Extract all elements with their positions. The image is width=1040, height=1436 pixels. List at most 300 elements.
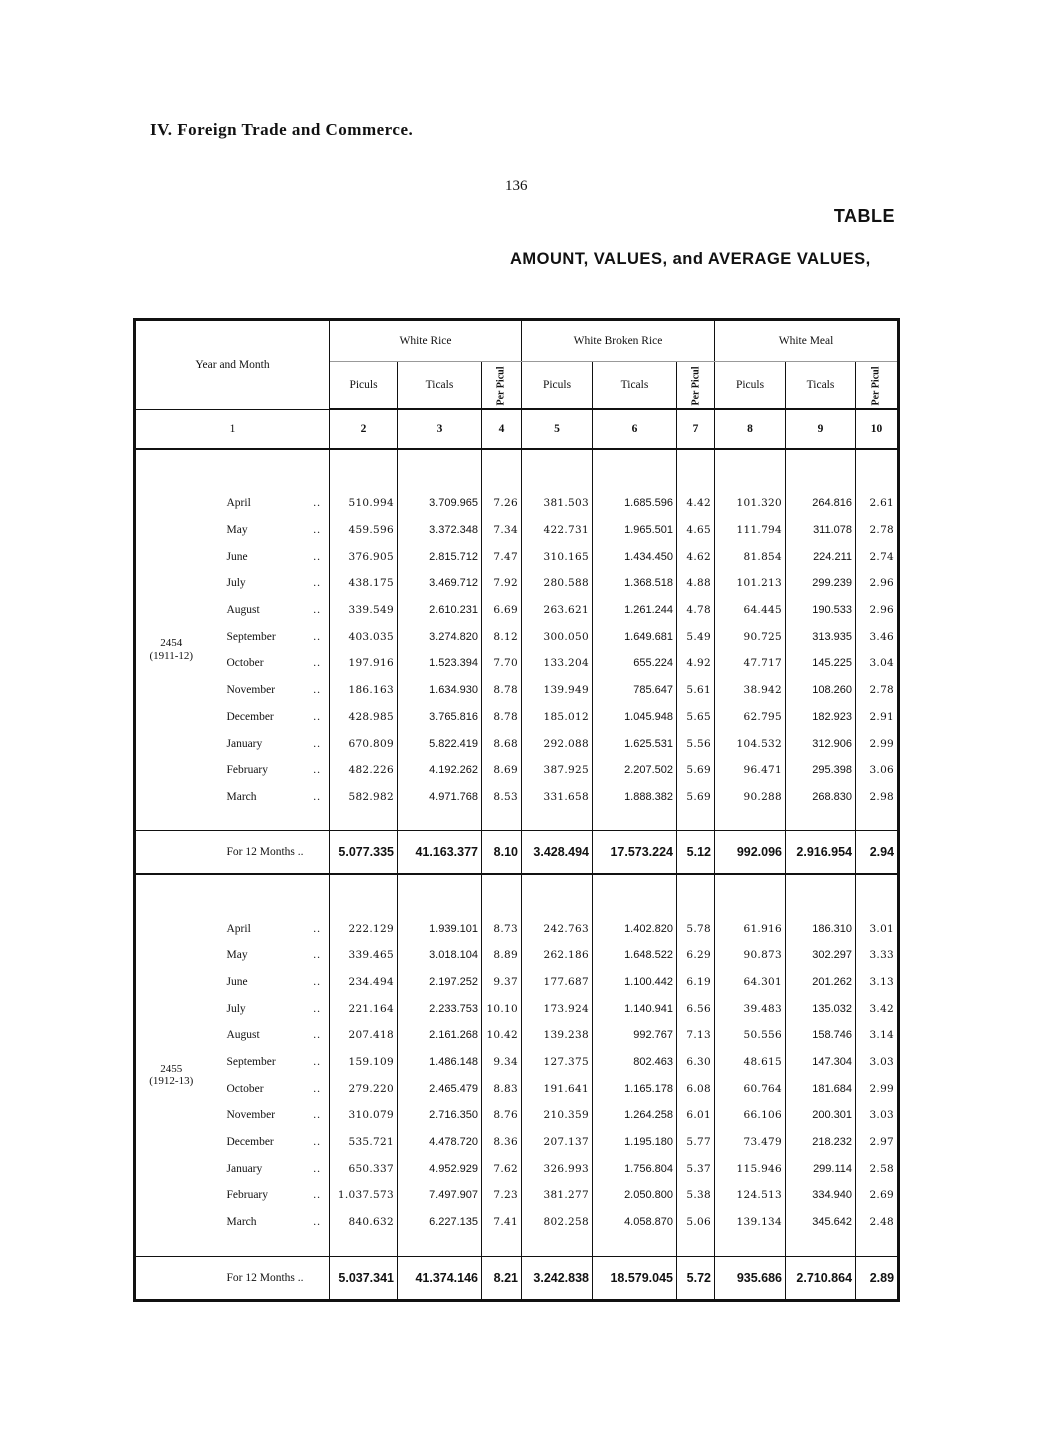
total-row bbox=[135, 831, 899, 875]
value-cell: 438.175 bbox=[330, 570, 398, 597]
value-cell: 326.993 bbox=[522, 1155, 593, 1182]
total-value-cell: 2.710.864 bbox=[786, 1256, 856, 1300]
value-cell: 582.982 bbox=[330, 784, 398, 811]
value-cell: 6.56 bbox=[677, 995, 715, 1022]
leader-dots: .. bbox=[313, 710, 321, 723]
value-cell: 182.923 bbox=[786, 704, 856, 731]
month-cell bbox=[207, 1049, 330, 1076]
month-label: October bbox=[226, 657, 264, 670]
value-cell: 3.42 bbox=[856, 995, 899, 1022]
total-value-cell: 17.573.224 bbox=[593, 831, 677, 875]
value-cell: 2.050.800 bbox=[593, 1182, 677, 1209]
spacer-cell bbox=[856, 449, 899, 490]
spacer-cell bbox=[207, 1236, 330, 1257]
value-cell: 8.89 bbox=[482, 942, 522, 969]
leader-dots: .. bbox=[313, 1109, 321, 1122]
value-cell: 5.77 bbox=[677, 1129, 715, 1156]
month-label: September bbox=[226, 630, 276, 643]
month-cell bbox=[207, 1102, 330, 1129]
month-cell bbox=[207, 490, 330, 517]
value-cell: 300.050 bbox=[522, 623, 593, 650]
value-cell: 2.96 bbox=[856, 597, 899, 624]
year-cell bbox=[135, 490, 207, 810]
month-label: May bbox=[226, 524, 248, 537]
month-cell bbox=[207, 969, 330, 996]
value-cell: 428.985 bbox=[330, 704, 398, 731]
spacer-cell bbox=[677, 449, 715, 490]
table-row bbox=[135, 677, 899, 704]
value-cell: 8.76 bbox=[482, 1102, 522, 1129]
value-cell: 3.04 bbox=[856, 650, 899, 677]
month-cell bbox=[207, 995, 330, 1022]
value-cell: 1.634.930 bbox=[398, 677, 482, 704]
table-row bbox=[135, 757, 899, 784]
value-cell: 1.037.573 bbox=[330, 1182, 398, 1209]
table-row bbox=[135, 1155, 899, 1182]
month-cell bbox=[207, 704, 330, 731]
table-row bbox=[135, 1022, 899, 1049]
spacer-cell bbox=[856, 1236, 899, 1257]
month-label: October bbox=[226, 1082, 264, 1095]
value-cell: 7.34 bbox=[482, 517, 522, 544]
value-cell: 90.873 bbox=[715, 942, 786, 969]
month-label: September bbox=[226, 1056, 276, 1069]
value-cell: 139.238 bbox=[522, 1022, 593, 1049]
value-cell: 299.114 bbox=[786, 1155, 856, 1182]
value-cell: 2.97 bbox=[856, 1129, 899, 1156]
value-cell: 2.48 bbox=[856, 1209, 899, 1236]
leader-dots: .. bbox=[313, 1002, 321, 1015]
leader-dots: .. bbox=[313, 577, 321, 590]
value-cell: 186.163 bbox=[330, 677, 398, 704]
value-cell: 60.764 bbox=[715, 1075, 786, 1102]
spacer-cell bbox=[482, 1236, 522, 1257]
value-cell: 104.532 bbox=[715, 730, 786, 757]
spacer-cell bbox=[135, 874, 207, 915]
value-cell: 4.192.262 bbox=[398, 757, 482, 784]
leader-dots: .. bbox=[313, 524, 321, 537]
spacer-cell bbox=[398, 449, 482, 490]
leader-dots: .. bbox=[313, 1216, 321, 1229]
table-subtitle: AMOUNT, VALUES, and AVERAGE VALUES, bbox=[510, 250, 871, 268]
value-cell: 207.418 bbox=[330, 1022, 398, 1049]
value-cell: 47.717 bbox=[715, 650, 786, 677]
value-cell: 6.08 bbox=[677, 1075, 715, 1102]
spacer-cell bbox=[482, 810, 522, 831]
value-cell: 302.297 bbox=[786, 942, 856, 969]
value-cell: 310.079 bbox=[330, 1102, 398, 1129]
spacer-cell bbox=[207, 449, 330, 490]
table-row bbox=[135, 570, 899, 597]
month-label: August bbox=[226, 604, 260, 617]
value-cell: 1.434.450 bbox=[593, 543, 677, 570]
column-number: 1 bbox=[135, 409, 330, 449]
table-row bbox=[135, 543, 899, 570]
value-cell: 3.14 bbox=[856, 1022, 899, 1049]
column-number: 6 bbox=[593, 409, 677, 449]
leader-dots: .. bbox=[313, 497, 321, 510]
table-row bbox=[135, 1209, 899, 1236]
value-cell: 139.949 bbox=[522, 677, 593, 704]
value-cell: 2.207.502 bbox=[593, 757, 677, 784]
value-cell: 1.368.518 bbox=[593, 570, 677, 597]
total-value-cell: 18.579.045 bbox=[593, 1256, 677, 1300]
month-label: July bbox=[226, 1002, 246, 1015]
total-value-cell: 935.686 bbox=[715, 1256, 786, 1300]
total-value-cell: 41.163.377 bbox=[398, 831, 482, 875]
leader-dots: .. bbox=[313, 922, 321, 935]
value-cell: 2.61 bbox=[856, 490, 899, 517]
value-cell: 7.41 bbox=[482, 1209, 522, 1236]
value-cell: 6.19 bbox=[677, 969, 715, 996]
month-label: December bbox=[226, 710, 274, 723]
subheader-per-picul bbox=[856, 362, 899, 410]
table-row bbox=[135, 730, 899, 757]
month-label: January bbox=[226, 1162, 263, 1175]
value-cell: 3.03 bbox=[856, 1102, 899, 1129]
value-cell: 785.647 bbox=[593, 677, 677, 704]
value-cell: 2.96 bbox=[856, 570, 899, 597]
value-cell: 4.42 bbox=[677, 490, 715, 517]
value-cell: 190.533 bbox=[786, 597, 856, 624]
month-label: June bbox=[226, 550, 248, 563]
month-label: July bbox=[226, 577, 246, 590]
value-cell: 8.83 bbox=[482, 1075, 522, 1102]
spacer-cell bbox=[786, 1236, 856, 1257]
subheader-piculs: Piculs bbox=[715, 362, 786, 410]
leader-dots: .. bbox=[313, 1189, 321, 1202]
value-cell: 1.165.178 bbox=[593, 1075, 677, 1102]
value-cell: 5.56 bbox=[677, 730, 715, 757]
value-cell: 1.100.442 bbox=[593, 969, 677, 996]
value-cell: 2.465.479 bbox=[398, 1075, 482, 1102]
month-label: November bbox=[226, 684, 276, 697]
leader-dots: .. bbox=[313, 1029, 321, 1042]
value-cell: 10.42 bbox=[482, 1022, 522, 1049]
value-cell: 2.58 bbox=[856, 1155, 899, 1182]
spacer-cell bbox=[398, 810, 482, 831]
value-cell: 8.53 bbox=[482, 784, 522, 811]
value-cell: 66.106 bbox=[715, 1102, 786, 1129]
spacer-cell bbox=[522, 810, 593, 831]
spacer-cell bbox=[330, 874, 398, 915]
value-cell: 1.756.804 bbox=[593, 1155, 677, 1182]
spacer-cell bbox=[522, 449, 593, 490]
value-cell: 1.685.596 bbox=[593, 490, 677, 517]
month-label: February bbox=[226, 1189, 269, 1202]
value-cell: 3.709.965 bbox=[398, 490, 482, 517]
leader-dots: .. bbox=[313, 684, 321, 697]
total-year-cell bbox=[135, 831, 207, 875]
value-cell: 101.320 bbox=[715, 490, 786, 517]
pre-total-spacer bbox=[135, 810, 899, 831]
month-cell bbox=[207, 650, 330, 677]
value-cell: 221.164 bbox=[330, 995, 398, 1022]
value-cell: 7.70 bbox=[482, 650, 522, 677]
section-spacer bbox=[135, 449, 899, 490]
value-cell: 5.78 bbox=[677, 915, 715, 942]
leader-dots: .. bbox=[313, 790, 321, 803]
value-cell: 3.018.104 bbox=[398, 942, 482, 969]
column-number: 10 bbox=[856, 409, 899, 449]
month-label: November bbox=[226, 1109, 276, 1122]
spacer-cell bbox=[786, 874, 856, 915]
spacer-cell bbox=[593, 874, 677, 915]
value-cell: 268.830 bbox=[786, 784, 856, 811]
value-cell: 376.905 bbox=[330, 543, 398, 570]
total-value-cell: 5.12 bbox=[677, 831, 715, 875]
table-heading: TABLE bbox=[833, 206, 895, 226]
spacer-cell bbox=[135, 1236, 207, 1257]
group-header-white-broken-rice: White Broken Rice bbox=[522, 320, 715, 362]
month-label: February bbox=[226, 764, 269, 777]
value-cell: 8.12 bbox=[482, 623, 522, 650]
month-label: May bbox=[226, 949, 248, 962]
value-cell: 2.197.252 bbox=[398, 969, 482, 996]
leader-dots: .. bbox=[313, 1162, 321, 1175]
value-cell: 6.30 bbox=[677, 1049, 715, 1076]
month-cell bbox=[207, 1022, 330, 1049]
spacer-cell bbox=[715, 1236, 786, 1257]
value-cell: 201.262 bbox=[786, 969, 856, 996]
leader-dots: .. bbox=[313, 630, 321, 643]
total-value-cell: 41.374.146 bbox=[398, 1256, 482, 1300]
value-cell: 279.220 bbox=[330, 1075, 398, 1102]
total-value-cell: 3.242.838 bbox=[522, 1256, 593, 1300]
total-value-cell: 2.94 bbox=[856, 831, 899, 875]
value-cell: 222.129 bbox=[330, 915, 398, 942]
value-cell: 650.337 bbox=[330, 1155, 398, 1182]
value-cell: 3.274.820 bbox=[398, 623, 482, 650]
month-cell bbox=[207, 757, 330, 784]
value-cell: 4.952.929 bbox=[398, 1155, 482, 1182]
value-cell: 8.73 bbox=[482, 915, 522, 942]
value-cell: 191.641 bbox=[522, 1075, 593, 1102]
value-cell: 185.012 bbox=[522, 704, 593, 731]
value-cell: 7.62 bbox=[482, 1155, 522, 1182]
spacer-cell bbox=[593, 810, 677, 831]
value-cell: 1.140.941 bbox=[593, 995, 677, 1022]
value-cell: 311.078 bbox=[786, 517, 856, 544]
spacer-cell bbox=[398, 1236, 482, 1257]
leader-dots: .. bbox=[313, 737, 321, 750]
value-cell: 802.258 bbox=[522, 1209, 593, 1236]
spacer-cell bbox=[482, 874, 522, 915]
table-row bbox=[135, 1075, 899, 1102]
total-row bbox=[135, 1256, 899, 1300]
spacer-cell bbox=[856, 810, 899, 831]
value-cell: 7.13 bbox=[677, 1022, 715, 1049]
value-cell: 5.61 bbox=[677, 677, 715, 704]
month-cell bbox=[207, 1209, 330, 1236]
value-cell: 96.471 bbox=[715, 757, 786, 784]
value-cell: 147.304 bbox=[786, 1049, 856, 1076]
value-cell: 802.463 bbox=[593, 1049, 677, 1076]
month-cell bbox=[207, 915, 330, 942]
table-row bbox=[135, 1102, 899, 1129]
pre-total-spacer bbox=[135, 1236, 899, 1257]
value-cell: 2.161.268 bbox=[398, 1022, 482, 1049]
value-cell: 2.74 bbox=[856, 543, 899, 570]
value-cell: 50.556 bbox=[715, 1022, 786, 1049]
table-row bbox=[135, 1182, 899, 1209]
month-cell bbox=[207, 543, 330, 570]
month-cell bbox=[207, 1075, 330, 1102]
value-cell: 1.965.501 bbox=[593, 517, 677, 544]
column-number: 2 bbox=[330, 409, 398, 449]
value-cell: 101.213 bbox=[715, 570, 786, 597]
table-row bbox=[135, 942, 899, 969]
value-cell: 3.06 bbox=[856, 757, 899, 784]
spacer-cell bbox=[715, 810, 786, 831]
spacer-cell bbox=[593, 1236, 677, 1257]
value-cell: 655.224 bbox=[593, 650, 677, 677]
table-row bbox=[135, 915, 899, 942]
value-cell: 62.795 bbox=[715, 704, 786, 731]
value-cell: 4.92 bbox=[677, 650, 715, 677]
per-picul-label: Per Picul bbox=[870, 366, 882, 405]
table-row bbox=[135, 623, 899, 650]
value-cell: 64.445 bbox=[715, 597, 786, 624]
table-row bbox=[135, 704, 899, 731]
table-row bbox=[135, 1049, 899, 1076]
value-cell: 6.69 bbox=[482, 597, 522, 624]
value-cell: 840.632 bbox=[330, 1209, 398, 1236]
value-cell: 381.277 bbox=[522, 1182, 593, 1209]
leader-dots: .. bbox=[313, 764, 321, 777]
column-number: 4 bbox=[482, 409, 522, 449]
value-cell: 7.92 bbox=[482, 570, 522, 597]
value-cell: 381.503 bbox=[522, 490, 593, 517]
value-cell: 263.621 bbox=[522, 597, 593, 624]
value-cell: 295.398 bbox=[786, 757, 856, 784]
month-label: December bbox=[226, 1136, 274, 1149]
value-cell: 3.46 bbox=[856, 623, 899, 650]
value-cell: 510.994 bbox=[330, 490, 398, 517]
spacer-cell bbox=[715, 449, 786, 490]
total-value-cell: 2.916.954 bbox=[786, 831, 856, 875]
spacer-cell bbox=[522, 1236, 593, 1257]
month-label: June bbox=[226, 975, 248, 988]
value-cell: 2.78 bbox=[856, 677, 899, 704]
month-cell bbox=[207, 1129, 330, 1156]
spacer-cell bbox=[715, 874, 786, 915]
leader-dots: .. bbox=[313, 949, 321, 962]
value-cell: 1.264.258 bbox=[593, 1102, 677, 1129]
year-thai: 2455 bbox=[160, 1062, 183, 1075]
value-cell: 6.227.135 bbox=[398, 1209, 482, 1236]
value-cell: 299.239 bbox=[786, 570, 856, 597]
value-cell: 177.687 bbox=[522, 969, 593, 996]
value-cell: 3.372.348 bbox=[398, 517, 482, 544]
value-cell: 339.549 bbox=[330, 597, 398, 624]
value-cell: 2.815.712 bbox=[398, 543, 482, 570]
value-cell: 158.746 bbox=[786, 1022, 856, 1049]
value-cell: 9.37 bbox=[482, 969, 522, 996]
subheader-ticals: Ticals bbox=[398, 362, 482, 410]
total-year-cell bbox=[135, 1256, 207, 1300]
month-cell bbox=[207, 1155, 330, 1182]
spacer-cell bbox=[856, 874, 899, 915]
month-cell bbox=[207, 623, 330, 650]
value-cell: 210.359 bbox=[522, 1102, 593, 1129]
value-cell: 670.809 bbox=[330, 730, 398, 757]
total-value-cell: 5.72 bbox=[677, 1256, 715, 1300]
month-cell bbox=[207, 942, 330, 969]
value-cell: 124.513 bbox=[715, 1182, 786, 1209]
total-value-cell: 5.077.335 bbox=[330, 831, 398, 875]
spacer-cell bbox=[677, 874, 715, 915]
value-cell: 2.610.231 bbox=[398, 597, 482, 624]
value-cell: 1.523.394 bbox=[398, 650, 482, 677]
value-cell: 5.69 bbox=[677, 757, 715, 784]
value-cell: 64.301 bbox=[715, 969, 786, 996]
month-cell bbox=[207, 597, 330, 624]
subheader-piculs: Piculs bbox=[330, 362, 398, 410]
total-value-cell: 992.096 bbox=[715, 831, 786, 875]
table-row bbox=[135, 597, 899, 624]
value-cell: 262.186 bbox=[522, 942, 593, 969]
spacer-cell bbox=[207, 810, 330, 831]
year-thai: 2454 bbox=[160, 637, 183, 650]
value-cell: 5.69 bbox=[677, 784, 715, 811]
section-spacer bbox=[135, 874, 899, 915]
value-cell: 8.68 bbox=[482, 730, 522, 757]
trade-table bbox=[133, 318, 900, 1302]
value-cell: 3.03 bbox=[856, 1049, 899, 1076]
value-cell: 234.494 bbox=[330, 969, 398, 996]
spacer-cell bbox=[330, 449, 398, 490]
value-cell: 115.946 bbox=[715, 1155, 786, 1182]
total-value-cell: 3.428.494 bbox=[522, 831, 593, 875]
value-cell: 108.260 bbox=[786, 677, 856, 704]
value-cell: 3.01 bbox=[856, 915, 899, 942]
month-label: April bbox=[226, 497, 251, 510]
spacer-cell bbox=[677, 810, 715, 831]
value-cell: 5.38 bbox=[677, 1182, 715, 1209]
table-row bbox=[135, 490, 899, 517]
value-cell: 2.99 bbox=[856, 1075, 899, 1102]
spacer-cell bbox=[482, 449, 522, 490]
month-cell bbox=[207, 677, 330, 704]
subheader-ticals: Ticals bbox=[786, 362, 856, 410]
value-cell: 313.935 bbox=[786, 623, 856, 650]
value-cell: 39.483 bbox=[715, 995, 786, 1022]
value-cell: 2.91 bbox=[856, 704, 899, 731]
value-cell: 139.134 bbox=[715, 1209, 786, 1236]
total-value-cell: 2.89 bbox=[856, 1256, 899, 1300]
value-cell: 1.649.681 bbox=[593, 623, 677, 650]
leader-dots: .. bbox=[313, 604, 321, 617]
value-cell: 422.731 bbox=[522, 517, 593, 544]
value-cell: 5.822.419 bbox=[398, 730, 482, 757]
value-cell: 8.69 bbox=[482, 757, 522, 784]
month-cell bbox=[207, 570, 330, 597]
table-row bbox=[135, 517, 899, 544]
month-label: March bbox=[226, 790, 257, 803]
value-cell: 173.924 bbox=[522, 995, 593, 1022]
table-row bbox=[135, 1129, 899, 1156]
year-ce: (1911-12) bbox=[149, 650, 194, 663]
value-cell: 90.288 bbox=[715, 784, 786, 811]
table-row bbox=[135, 650, 899, 677]
value-cell: 73.479 bbox=[715, 1129, 786, 1156]
value-cell: 145.225 bbox=[786, 650, 856, 677]
value-cell: 5.65 bbox=[677, 704, 715, 731]
total-value-cell: 5.037.341 bbox=[330, 1256, 398, 1300]
month-label: January bbox=[226, 737, 263, 750]
total-value-cell: 8.10 bbox=[482, 831, 522, 875]
